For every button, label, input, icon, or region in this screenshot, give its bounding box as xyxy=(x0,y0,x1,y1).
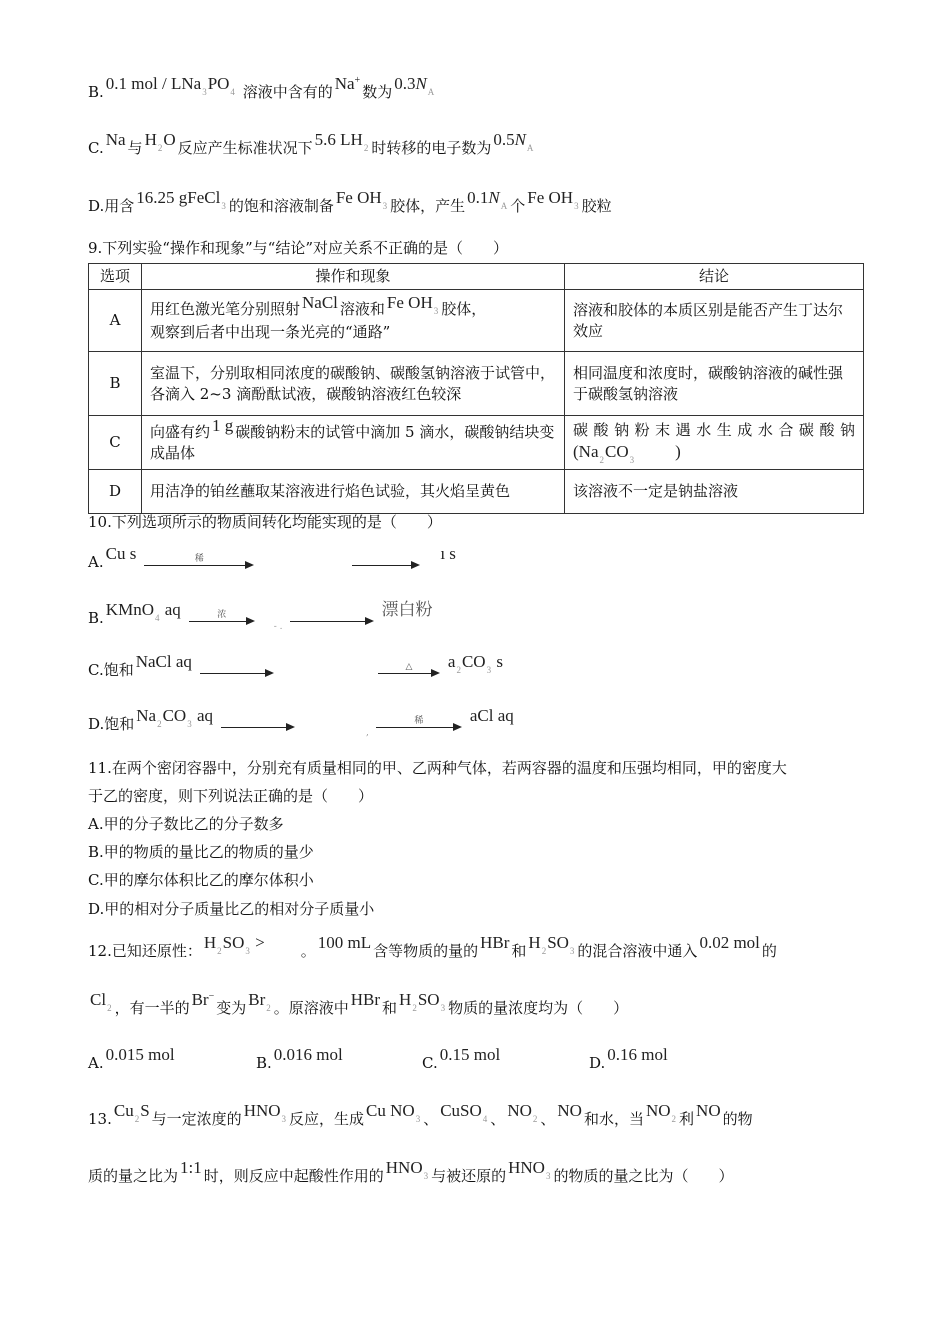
option-c-line: C. Na 与 $H_2O$ 反应产生标准状况下 5.6 $LH_2$ 时转移的电子数为 $0.5N_A$ xyxy=(88,130,534,157)
row-label: D xyxy=(89,470,142,514)
formula: 0.1 mol / $LNa_3PO_4$ xyxy=(105,74,235,97)
table-row xyxy=(89,416,864,470)
q13-stem-1: 13. $Cu_2S$ 与一定浓度的 $HNO_3$ 反应，生成 Cu $NO_3$ 、 CuSO$_4$ 、 $NO_2$ 、 NO 和水，当 $NO_2$ 利 NO 的物 xyxy=(88,1101,753,1128)
row-label: A xyxy=(89,290,142,352)
row-conclusion: 相同温度和浓度时，碳酸钠溶液的碱性强于碳酸氢钠溶液 xyxy=(565,352,864,416)
reaction-arrow xyxy=(290,613,374,625)
q9-table xyxy=(88,263,864,514)
q11-stem-2: 于乙的密度，则下列说法正确的是（ ） xyxy=(88,787,374,805)
reaction-arrow: 稀 xyxy=(144,557,254,569)
q11-option-d: D.甲的相对分子质量比乙的相对分子质量小 xyxy=(88,900,375,918)
reaction-arrow xyxy=(352,557,420,569)
q11-option-b: B.甲的物质的量比乙的物质的量少 xyxy=(88,843,314,861)
row-conclusion: 该溶液不一定是钠盐溶液 xyxy=(565,470,864,514)
row-conclusion: 碳酸钠粉末遇水生成水合碳酸钠 ($Na_2CO_3$ ) xyxy=(565,416,864,470)
reaction-arrow: 稀 xyxy=(376,719,462,731)
row-operation: 室温下，分别取相同浓度的碳酸钠、碳酸氢钠溶液于试管中，各滴入 2~3 滴酚酞试液，碳酸钠溶液红色较深 xyxy=(142,352,565,416)
reaction-arrow xyxy=(200,665,274,677)
option-b-line: B. 0.1 mol / $LNa_3PO_4$ 溶液中含有的 Na+数为 $0.3N_A$ xyxy=(88,74,435,101)
formula: Na+ xyxy=(334,74,361,93)
q12-option-b: B. 0.016 mol xyxy=(256,1045,343,1072)
row-operation: 用红色激光笔分别照射 NaCl 溶液和 Fe $OH_3$ 胶体， 观察到后者中出现一条光亮的“通路” xyxy=(142,290,565,352)
row-conclusion: 溶液和胶体的本质区别是能否产生丁达尔效应 xyxy=(565,290,864,352)
formula: $0.3N_A$ xyxy=(394,74,435,97)
formula: Na xyxy=(105,130,126,149)
formula: $0.5N_A$ xyxy=(493,130,534,153)
row-operation: 用洁净的铂丝蘸取某溶液进行焰色试验，其火焰呈黄色 xyxy=(142,470,565,514)
q10-option-b: B. KMnO$_4$ aq 浓 $_{- .}$ 漂白粉 xyxy=(88,600,433,632)
q11-stem-1: 11.在两个密闭容器中，分别充有质量相同的甲、乙两种气体，若两容器的温度和压强均相同，甲的密度大 xyxy=(88,759,787,777)
q10-option-d: D.饱和 $Na_2CO_3$ aq $_,$ 稀 aCl aq xyxy=(88,706,514,738)
q13-stem-2: 质的量之比为 1:1 时，则反应中起酸性作用的 $HNO_3$ 与被还原的 $HNO_3$ 的物质的量之比为（ ） xyxy=(88,1158,734,1185)
q12-option-a: A. 0.015 mol xyxy=(88,1045,175,1072)
formula: $0.1N_A$ xyxy=(467,188,508,211)
table-header-row xyxy=(89,264,864,290)
row-operation: 向盛有约 1 g 碳酸钠粉末的试管中滴加 5 滴水，碳酸钠结块变成晶体 xyxy=(142,416,565,470)
formula: Fe $OH_3$ xyxy=(527,188,579,211)
row-label: B xyxy=(89,352,142,416)
q11-option-c: C.甲的摩尔体积比乙的摩尔体积小 xyxy=(88,871,314,889)
q12-stem-1: 12.已知还原性： $H_2SO_3$ > 。 100 mL 含等物质的量的 HBr 和 $H_2SO_3$ 的混合溶液中通入 0.02 mol 的 xyxy=(88,933,777,960)
q10-option-c: C.饱和 NaCl aq △ $a_2CO_3$ s xyxy=(88,652,503,679)
header-operation: 操作和现象 xyxy=(142,264,565,290)
formula: 5.6 $LH_2$ xyxy=(314,130,369,153)
formula: Fe $OH_3$ xyxy=(335,188,388,211)
q12-option-c: C. 0.15 mol xyxy=(422,1045,501,1072)
reaction-arrow xyxy=(221,719,295,731)
q10-stem: 10.下列选项所示的物质间转化均能实现的是（ ） xyxy=(88,513,442,531)
row-label: C xyxy=(89,416,142,470)
reaction-arrow: 浓 xyxy=(189,613,255,625)
header-conclusion: 结论 xyxy=(565,264,864,290)
q11-option-a: A.甲的分子数比乙的分子数多 xyxy=(88,815,284,833)
formula: $H_2O$ xyxy=(144,130,176,153)
table-row xyxy=(89,352,864,416)
header-option: 选项 xyxy=(89,264,142,290)
table-row xyxy=(89,290,864,352)
formula: 16.25 gFeCl$_3$ xyxy=(136,188,226,211)
q12-stem-2: $Cl_2$ ，有一半的 Br−变为 $Br_2$ 。原溶液中 HBr 和 $H_2SO_3$ 物质的量浓度均为（ ） xyxy=(90,990,629,1017)
reaction-arrow: △ xyxy=(378,665,440,677)
q9-stem: 9.下列实验“操作和现象”与“结论”对应关系不正确的是（ ） xyxy=(88,239,508,257)
table-row xyxy=(89,470,864,514)
q12-option-d: D. 0.16 mol xyxy=(589,1045,668,1072)
option-d-line: D.用含 16.25 gFeCl$_3$ 的饱和溶液制备 Fe $OH_3$ 胶体，产生 $0.1N_A$ 个 Fe $OH_3$ 胶粒 xyxy=(88,188,612,215)
q10-option-a: A. Cu s 稀 ı s xyxy=(88,544,456,571)
